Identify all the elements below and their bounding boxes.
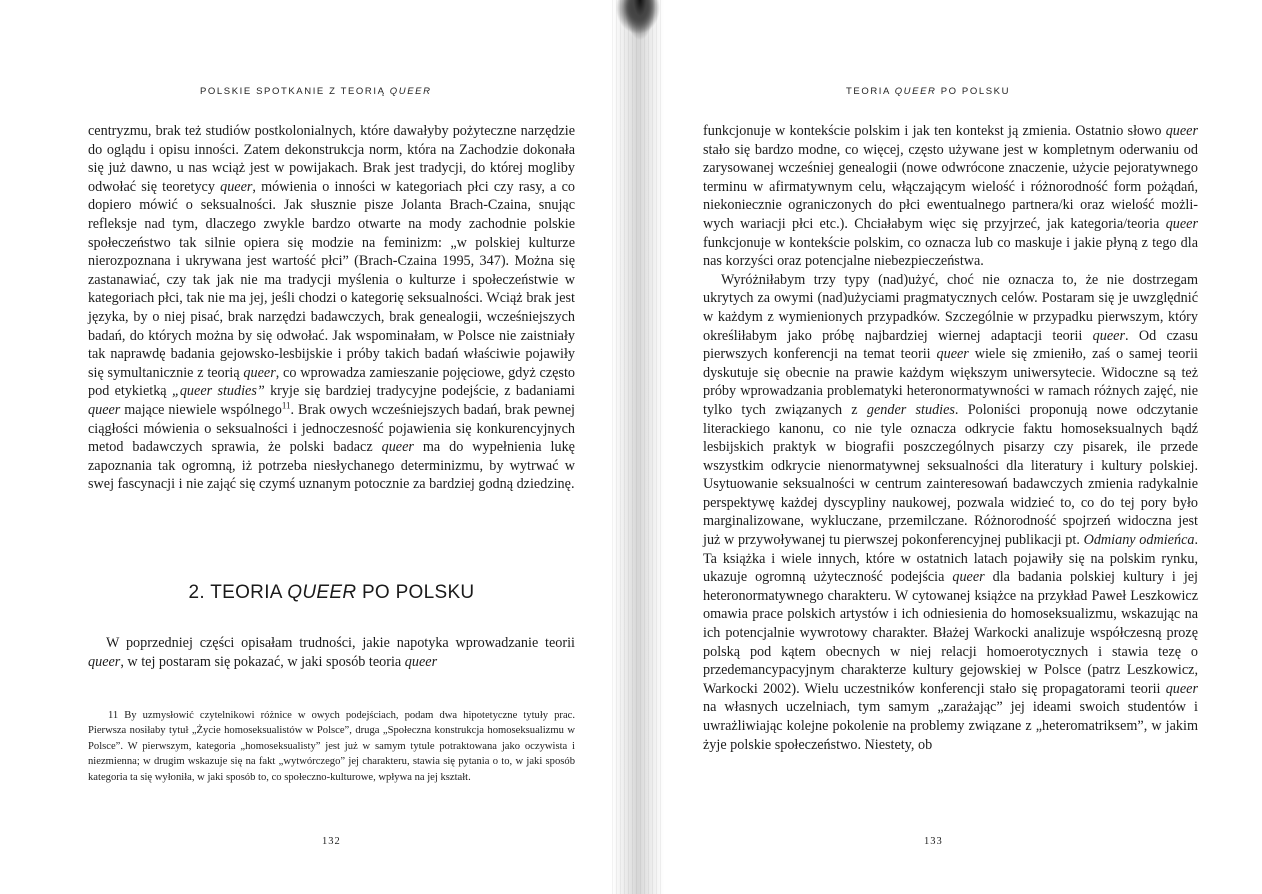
- spine-shadow: [622, 0, 658, 48]
- left-paragraph-1: centryzmu, brak też studiów postkolonialnych, które dawałyby pożyteczne narzędzie do oglądu i opisu inności. Zatem dekonstrukcja norm, która na Zachodzie dokonała się już dawno, u nas wciąż jest w powijakach. Brak jest tradycji, do której mogliby odwołać się teoretycy queer, mówienia o inności w kategoriach płci czy rasy, a co dopiero mówić o seksualności. Jak słusznie pisze Jolanta Brach-Czaina, snując refleksje nad tym, dlaczego zwykle bardzo otwarte na mody zachodnie polskie społeczeństwo tak silnie opiera się modzie na feminizm: „w polskiej kulturze nierozpoznana i ukrywana jest wartość płci” (Brach-Czaina 1995, 347). Można się zastanawiać, czy tak jak nie ma tradycji myślenia o kulturze i społeczeństwie w kategoriach płci, tak nie ma jej, jeśli chodzi o kategorię seksualności. Wciąż brak jest języka, by o niej pisać, brak narzędzi badawczych, brak genealogii, wcześniejszych badań, do których można by się odwołać. Jak wspominałam, w Polsce nie zaistniały tak naprawdę badania gejowsko-lesbijskie i próby takich badań właściwie pojawiły się symultanicznie z teorią queer, co wprowadza zamieszanie pojęciowe, gdyż często pod etykietką „queer studies” kryje się bardziej tradycyjne podejście, z badaniami queer mające niewiele wspólnego$^{11}$. Brak owych wcześniejszych badań, brak pewnej ciągłości mówienia o seksualności i jednoczesność pojawienia się konkurencyjnych metod badawczych sprawia, że polski badacz queer ma do wypełnienia lukę zapoznania tak ogromną, iż potrzeba niesłychanego determinizmu, by wytrwać w swej fascynacji i nie zająć się czymś uznanym potocznie za bardziej godną dziedzinę.: [88, 123, 576, 493]
- page-number-right: 133: [924, 836, 943, 847]
- running-head-left: POLSKIE SPOTKANIE Z TEORIĄ QUEER: [200, 86, 432, 97]
- running-head-right: TEORIA QUEER PO POLSKU: [846, 86, 1011, 97]
- left-paragraph-2: W poprzedniej części opisałam trudności, jakie napotyka wprowadzanie teorii queer, w tej postaram się pokazać, w jaki sposób teoria queer: [88, 635, 575, 670]
- section-heading: 2. TEORIA QUEER PO POLSKU: [188, 582, 475, 603]
- page-number-left: 132: [322, 836, 341, 847]
- right-page: [636, 0, 1262, 894]
- right-paragraph-1: funkcjonuje w kontekście polskim i jak ten kontekst ją zmienia. Ostatnio słowo queer stało się bardzo modne, co więcej, często używane jest w kompletnym oderwaniu od zarysowanej wcześniej genealogii (nowe odwrócone znaczenie, użycie pejoratywnego terminu w afirmatywnym celu, włączającym wielość i różnorodność form pożądań, niekoniecznie ograniczonych do płci ewentualnego partnera/ki oraz wielość możliwych wariacji płci etc.). Chciałabym więc się przyjrzeć, jak kategoria/teoria queer funkcjonuje w kontekście polskim, co oznacza lub co maskuje i jakie płyną z tego dla nas korzyści oraz potencjalne niebezpieczeństwa.: [703, 123, 1198, 270]
- book-spine-gutter: [612, 0, 664, 894]
- footnote-reference[interactable]: 11: [281, 400, 291, 411]
- footnote-number: 11: [108, 710, 119, 721]
- right-body-text: [703, 122, 1198, 754]
- footnote-text: By uzmysłowić czytelnikowi różnice w owych podejściach, podam dwa hipotetyczne tytuły prac. Pierwsza nosiłaby tytuł „Życie homoseksualistów w Polsce”, druga „Społeczna konstrukcja homoseksualizmu w Polsce”. W pierwszym, kategoria „homoseksualisty” jest już w samym tytule potraktowana jako oczywista i niezmienna; w drugim wskazuje się na fakt „wytwórczego” jej charakteru, stawia się pytania o to, w jaki sposób kategoria ta się wyłoniła, w jaki sposób to, co społeczno-kulturowe, wpływa na jej kształt.: [88, 710, 575, 783]
- right-paragraph-2: Wyróżniłabym trzy typy (nad)użyć, choć nie oznacza to, że nie dostrzegam ukrytych za owymi (nad)użyciami pragmatycznych celów. Postaram się je uwzględnić w każdym z wymienionych przypadków. Szczególnie w przypadku pierwszym, który określiłabym jako próbę najbardziej wiernej adaptacji teorii queer. Od czasu pierwszych konferencji na temat teorii queer wiele się zmieniło, zaś o samej teorii dyskutuje się obecnie na prawie każdym większym uniwersytecie. Widoczne są też próby wprowadzania problematyki heteronormatywności w ramach różnych zajęć, nie tylko tych związanych z gender studies. Poloniści proponują nowe odczytanie literackiego kanonu, co nie tyle oznacza odkrycie faktu homoseksualnych bądź lesbijskich praktyk w biografii poszczególnych pisarzy czy pisarek, ile przede wszystkim odkrycie nienormatywnej seksualności dla literatury i kultury polskiej. Usytuowanie seksualności w centrum zainteresowań badawczych zmienia radykalnie perspektywę każdej dyscypliny naukowej, pozwala widzieć to, co do tej pory było marginalizowane, wykluczane, przemilczane. Różnorodność spojrzeń widoczna jest już w przywoływanej tu pierwszej pokonferencyjnej publikacji pt. Odmiany odmieńca. Ta książka i wiele innych, które w ostatnich latach pojawiły się na polskim rynku, ukazuje ogromną użyteczność podejścia queer dla badania polskiej kultury i jej heteronormatywnego charakteru. W cytowanej książce na przykład Paweł Leszkowicz omawia prace polskich artystów i ich odniesienia do homoseksualizmu, wskazując na ich potencjalnie wywrotowy charakter. Błażej Warkocki analizuje współczesną prozę polską pod kątem obecnych w niej relacji homoerotycznych i stawia tezę o przedemancypacyjnym charakterze kultury gejowskiej w Polsce (patrz Leszkowicz, Warkocki 2002). Wielu uczestników konferencji stało się propagatorami teorii queer na własnych uczelniach, tym samym „zarażając” jej ideami swoich studentów i uwrażliwiając kolejne pokolenie na problemy związane z „heteromatriksem”, w jakim żyje polskie społeczeństwo. Niestety, ob: [703, 271, 1199, 753]
- footnote: [88, 708, 575, 785]
